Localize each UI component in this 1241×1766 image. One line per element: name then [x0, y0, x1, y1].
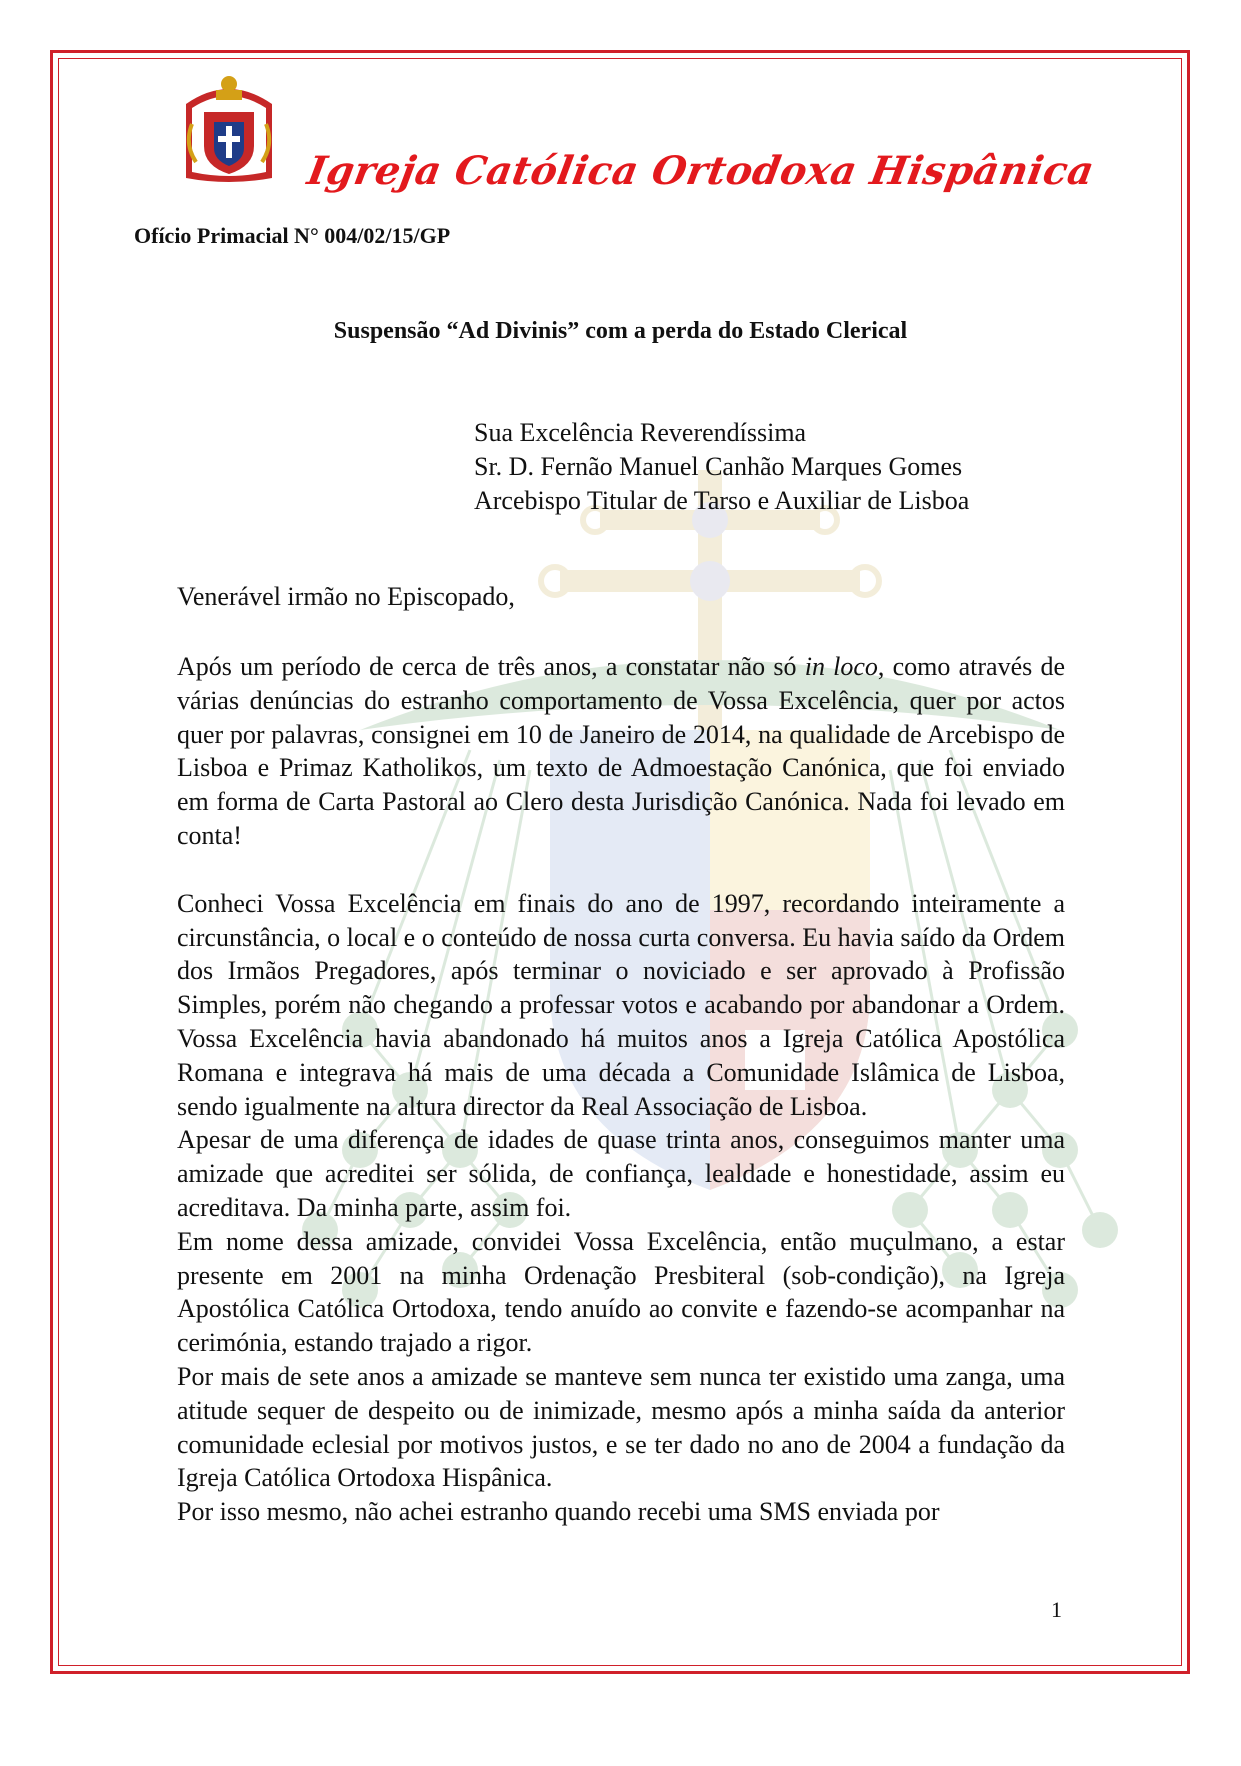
paragraph-text: Após um período de cerca de três anos, a constatar não só [177, 652, 805, 681]
coat-of-arms-icon [178, 74, 280, 186]
addressee-line: Sr. D. Fernão Manuel Canhão Marques Gomes [474, 452, 963, 481]
paragraph: Por isso mesmo, não achei estranho quando recebi uma SMS enviada por [177, 1497, 940, 1527]
page-number: 1 [1051, 1597, 1062, 1622]
paragraph-text: , como através de várias denúncias do estranho comportamento de Vossa Excelência, quer por actos quer por palavras, consignei em 10 de Janeiro de 2014, na qualidade de Arcebispo de Lisboa e Primaz Katholikos, um texto de Admoestação Canónica, que foi enviado em forma de Carta Pastoral ao Clero desta Jurisdição Canónica. Nada foi levado em conta! [177, 652, 1065, 850]
church-name-heading: Igreja Católica Ortodoxa Hispânica [303, 148, 1098, 194]
addressee-line: Arcebispo Titular de Tarso e Auxiliar de Lisboa [474, 486, 970, 515]
document-reference-number: Ofício Primacial N° 004/02/15/GP [134, 223, 451, 248]
paragraph: Em nome dessa amizade, convidei Vossa Excelência, então muçulmano, a estar presente em 2001 na minha Ordenação Presbiteral (sob-condição), na Igreja Apostólica Católica Ortodoxa, tendo anuído ao convite e fazendo-se acompanhar na cerimónia, estando trajado a rigor. [177, 1226, 1065, 1358]
paragraph: Por mais de sete anos a amizade se manteve sem nunca ter existido uma zanga, uma atitude sequer de despeito ou de inimizade, mesmo após a minha saída da anterior comunidade eclesial por motivos justos, e se ter dado no ano de 2004 a fundação da Igreja Católica Ortodoxa Hispânica. [177, 1361, 1065, 1493]
italic-phrase: in loco [804, 652, 878, 681]
letter-body [177, 650, 1065, 1529]
paragraph [177, 650, 1065, 853]
paragraph: Apesar de uma diferença de idades de quase trinta anos, conseguimos manter uma amizade que acreditei ser sólida, de confiança, lealdade e honestidade, assim eu acreditava. Da minha parte, assim foi. [177, 1125, 1065, 1222]
document-title: Suspensão “Ad Divinis” com a perda do Estado Clerical [333, 318, 908, 344]
paragraph: Conheci Vossa Excelência em finais do ano de 1997, recordando inteiramente a circunstância, o local e o conteúdo de nossa curta conversa. Eu havia saído da Ordem dos Irmãos Pregadores, após terminar o noviciado e ser aprovado à Profissão Simples, porém não chegando a professar votos e acabando por abandonar a Ordem. Vossa Excelência havia abandonado há muitos anos a Igreja Católica Apostólica Romana e integrava há mais de uma década a Comunidade Islâmica de Lisboa, sendo igualmente na altura director da Real Associação de Lisboa. [177, 888, 1065, 1121]
addressee-line: Sua Excelência Reverendíssima [474, 418, 807, 447]
addressee-block [474, 416, 969, 518]
salutation: Venerável irmão no Episcopado, [177, 582, 515, 611]
